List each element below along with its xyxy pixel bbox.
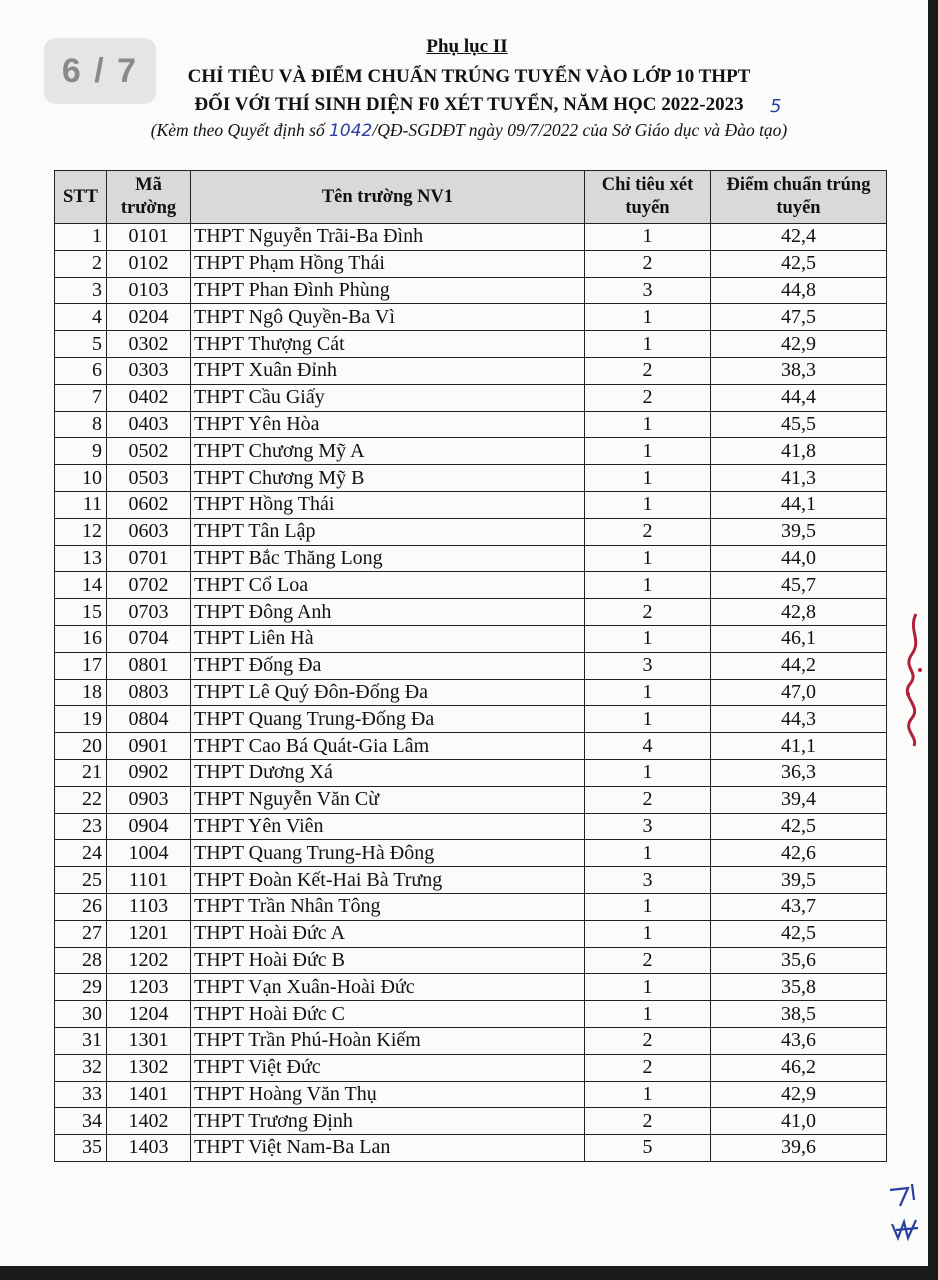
table-row bbox=[55, 679, 887, 706]
table-header-row bbox=[55, 171, 887, 224]
cell-stt: 19 bbox=[55, 706, 107, 733]
cell-quota: 1 bbox=[585, 625, 711, 652]
cell-quota: 5 bbox=[585, 1135, 711, 1162]
cell-school-code: 0703 bbox=[107, 599, 191, 626]
table-row bbox=[55, 277, 887, 304]
cell-school-code: 1204 bbox=[107, 1001, 191, 1028]
cell-quota: 1 bbox=[585, 465, 711, 492]
column-header-school-code: Mã trường bbox=[107, 171, 191, 224]
cell-cutoff-score: 35,8 bbox=[711, 974, 887, 1001]
cell-school-name: THPT Cao Bá Quát-Gia Lâm bbox=[191, 733, 585, 760]
table-row bbox=[55, 840, 887, 867]
cell-cutoff-score: 38,5 bbox=[711, 1001, 887, 1028]
cell-stt: 9 bbox=[55, 438, 107, 465]
cell-quota: 1 bbox=[585, 224, 711, 251]
table-row bbox=[55, 947, 887, 974]
cell-cutoff-score: 44,2 bbox=[711, 652, 887, 679]
table-row bbox=[55, 1001, 887, 1028]
cell-cutoff-score: 41,8 bbox=[711, 438, 887, 465]
table-row bbox=[55, 625, 887, 652]
cell-school-code: 0701 bbox=[107, 545, 191, 572]
cell-cutoff-score: 44,8 bbox=[711, 277, 887, 304]
cell-quota: 1 bbox=[585, 679, 711, 706]
margin-signature-mark bbox=[902, 610, 928, 750]
cell-school-code: 1103 bbox=[107, 893, 191, 920]
cell-school-name: THPT Chương Mỹ A bbox=[191, 438, 585, 465]
cell-stt: 34 bbox=[55, 1108, 107, 1135]
cell-stt: 16 bbox=[55, 625, 107, 652]
cell-school-name: THPT Trần Nhân Tông bbox=[191, 893, 585, 920]
cell-stt: 22 bbox=[55, 786, 107, 813]
cell-school-name: THPT Quang Trung-Hà Đông bbox=[191, 840, 585, 867]
cell-quota: 4 bbox=[585, 733, 711, 760]
cell-school-code: 1402 bbox=[107, 1108, 191, 1135]
cell-stt: 30 bbox=[55, 1001, 107, 1028]
cell-stt: 21 bbox=[55, 759, 107, 786]
table-row bbox=[55, 706, 887, 733]
table-row bbox=[55, 786, 887, 813]
cell-stt: 4 bbox=[55, 304, 107, 331]
table-row bbox=[55, 652, 887, 679]
cell-quota: 2 bbox=[585, 1027, 711, 1054]
table-row bbox=[55, 1108, 887, 1135]
table-body bbox=[55, 224, 887, 1162]
cell-school-code: 0904 bbox=[107, 813, 191, 840]
cell-school-name: THPT Trần Phú-Hoàn Kiếm bbox=[191, 1027, 585, 1054]
cell-stt: 7 bbox=[55, 384, 107, 411]
cell-stt: 35 bbox=[55, 1135, 107, 1162]
cell-school-code: 0102 bbox=[107, 250, 191, 277]
appendix-label: Phụ lục II bbox=[426, 36, 508, 57]
cell-stt: 26 bbox=[55, 893, 107, 920]
cell-school-name: THPT Cầu Giấy bbox=[191, 384, 585, 411]
cell-stt: 14 bbox=[55, 572, 107, 599]
cell-cutoff-score: 41,0 bbox=[711, 1108, 887, 1135]
cell-quota: 2 bbox=[585, 786, 711, 813]
title-line-1: CHỈ TIÊU VÀ ĐIỂM CHUẨN TRÚNG TUYỂN VÀO LỚP 10 THPT bbox=[187, 66, 751, 87]
cell-school-name: THPT Dương Xá bbox=[191, 759, 585, 786]
cell-cutoff-score: 41,1 bbox=[711, 733, 887, 760]
cell-school-name: THPT Đống Đa bbox=[191, 652, 585, 679]
cell-stt: 10 bbox=[55, 465, 107, 492]
cell-quota: 2 bbox=[585, 1108, 711, 1135]
cell-school-code: 1004 bbox=[107, 840, 191, 867]
cell-stt: 32 bbox=[55, 1054, 107, 1081]
table-row bbox=[55, 1054, 887, 1081]
cell-stt: 25 bbox=[55, 867, 107, 894]
cell-stt: 18 bbox=[55, 679, 107, 706]
cell-school-name: THPT Phạm Hồng Thái bbox=[191, 250, 585, 277]
cell-school-code: 0801 bbox=[107, 652, 191, 679]
cell-school-code: 0303 bbox=[107, 357, 191, 384]
cell-cutoff-score: 39,6 bbox=[711, 1135, 887, 1162]
bottom-signature-mark bbox=[886, 1180, 926, 1250]
cell-school-code: 0502 bbox=[107, 438, 191, 465]
cell-cutoff-score: 44,1 bbox=[711, 491, 887, 518]
cell-quota: 1 bbox=[585, 411, 711, 438]
cell-quota: 1 bbox=[585, 1081, 711, 1108]
table-row bbox=[55, 411, 887, 438]
column-header-stt: STT bbox=[55, 171, 107, 224]
cell-quota: 2 bbox=[585, 384, 711, 411]
cell-quota: 1 bbox=[585, 759, 711, 786]
cell-cutoff-score: 46,2 bbox=[711, 1054, 887, 1081]
cell-quota: 2 bbox=[585, 947, 711, 974]
table-row bbox=[55, 224, 887, 251]
decision-subtitle bbox=[0, 120, 938, 141]
cell-school-name: THPT Vạn Xuân-Hoài Đức bbox=[191, 974, 585, 1001]
cell-cutoff-score: 44,4 bbox=[711, 384, 887, 411]
cell-cutoff-score: 42,5 bbox=[711, 813, 887, 840]
cell-stt: 8 bbox=[55, 411, 107, 438]
cell-school-code: 1302 bbox=[107, 1054, 191, 1081]
table-row bbox=[55, 974, 887, 1001]
page-counter-badge: 6 / 7 bbox=[44, 38, 156, 104]
cell-stt: 31 bbox=[55, 1027, 107, 1054]
table-row bbox=[55, 867, 887, 894]
cell-school-code: 0103 bbox=[107, 277, 191, 304]
cell-school-code: 1301 bbox=[107, 1027, 191, 1054]
cell-school-code: 0302 bbox=[107, 331, 191, 358]
cell-cutoff-score: 42,5 bbox=[711, 250, 887, 277]
cell-school-name: THPT Nguyễn Trãi-Ba Đình bbox=[191, 224, 585, 251]
cell-cutoff-score: 44,3 bbox=[711, 706, 887, 733]
cell-stt: 3 bbox=[55, 277, 107, 304]
table-row bbox=[55, 491, 887, 518]
cell-cutoff-score: 45,7 bbox=[711, 572, 887, 599]
cell-stt: 24 bbox=[55, 840, 107, 867]
table-row bbox=[55, 572, 887, 599]
cell-school-code: 0204 bbox=[107, 304, 191, 331]
cell-quota: 3 bbox=[585, 277, 711, 304]
handwritten-mark: 5 bbox=[770, 96, 782, 117]
table-row bbox=[55, 331, 887, 358]
table-row bbox=[55, 357, 887, 384]
cell-school-name: THPT Thượng Cát bbox=[191, 331, 585, 358]
cell-cutoff-score: 42,9 bbox=[711, 331, 887, 358]
table-row bbox=[55, 813, 887, 840]
cell-school-name: THPT Hoài Đức B bbox=[191, 947, 585, 974]
table-row bbox=[55, 1081, 887, 1108]
cell-school-name: THPT Liên Hà bbox=[191, 625, 585, 652]
cell-cutoff-score: 44,0 bbox=[711, 545, 887, 572]
cell-quota: 1 bbox=[585, 974, 711, 1001]
cell-school-name: THPT Đoàn Kết-Hai Bà Trưng bbox=[191, 867, 585, 894]
cell-quota: 1 bbox=[585, 491, 711, 518]
cell-school-name: THPT Xuân Đỉnh bbox=[191, 357, 585, 384]
table-row bbox=[55, 1027, 887, 1054]
cell-school-name: THPT Đông Anh bbox=[191, 599, 585, 626]
table-row bbox=[55, 893, 887, 920]
cell-school-name: THPT Ngô Quyền-Ba Vì bbox=[191, 304, 585, 331]
cell-cutoff-score: 42,6 bbox=[711, 840, 887, 867]
cell-school-code: 0101 bbox=[107, 224, 191, 251]
cell-quota: 1 bbox=[585, 706, 711, 733]
cell-stt: 1 bbox=[55, 224, 107, 251]
cell-school-code: 0702 bbox=[107, 572, 191, 599]
cell-stt: 15 bbox=[55, 599, 107, 626]
cell-quota: 1 bbox=[585, 893, 711, 920]
cell-cutoff-score: 47,0 bbox=[711, 679, 887, 706]
cell-quota: 3 bbox=[585, 652, 711, 679]
cell-school-name: THPT Lê Quý Đôn-Đống Đa bbox=[191, 679, 585, 706]
table-row bbox=[55, 250, 887, 277]
cell-stt: 28 bbox=[55, 947, 107, 974]
cell-quota: 3 bbox=[585, 813, 711, 840]
cell-cutoff-score: 41,3 bbox=[711, 465, 887, 492]
cell-cutoff-score: 42,8 bbox=[711, 599, 887, 626]
cell-school-code: 0503 bbox=[107, 465, 191, 492]
subtitle-suffix: /QĐ-SGDĐT ngày 09/7/2022 của Sở Giáo dục và Đào tạo) bbox=[372, 120, 788, 140]
cell-cutoff-score: 43,7 bbox=[711, 893, 887, 920]
cell-quota: 1 bbox=[585, 438, 711, 465]
table-row bbox=[55, 733, 887, 760]
cell-school-code: 0603 bbox=[107, 518, 191, 545]
cell-stt: 2 bbox=[55, 250, 107, 277]
cell-school-name: THPT Nguyễn Văn Cừ bbox=[191, 786, 585, 813]
cell-school-name: THPT Hoài Đức A bbox=[191, 920, 585, 947]
cell-school-name: THPT Hoàng Văn Thụ bbox=[191, 1081, 585, 1108]
table-row bbox=[55, 599, 887, 626]
column-header-cutoff-score: Điểm chuẩn trúng tuyển bbox=[711, 171, 887, 224]
cell-school-code: 1401 bbox=[107, 1081, 191, 1108]
cell-cutoff-score: 39,4 bbox=[711, 786, 887, 813]
column-header-school-name: Tên trường NV1 bbox=[191, 171, 585, 224]
cell-cutoff-score: 38,3 bbox=[711, 357, 887, 384]
decision-number-handwritten: 1042 bbox=[329, 121, 373, 141]
table-row bbox=[55, 438, 887, 465]
cell-school-code: 0403 bbox=[107, 411, 191, 438]
table-row bbox=[55, 545, 887, 572]
cell-school-code: 1101 bbox=[107, 867, 191, 894]
cell-school-name: THPT Yên Viên bbox=[191, 813, 585, 840]
table-row bbox=[55, 759, 887, 786]
cell-quota: 1 bbox=[585, 920, 711, 947]
cell-quota: 2 bbox=[585, 518, 711, 545]
cell-school-code: 0901 bbox=[107, 733, 191, 760]
cell-cutoff-score: 46,1 bbox=[711, 625, 887, 652]
cell-quota: 2 bbox=[585, 357, 711, 384]
cell-quota: 1 bbox=[585, 840, 711, 867]
cell-cutoff-score: 42,4 bbox=[711, 224, 887, 251]
cell-school-name: THPT Bắc Thăng Long bbox=[191, 545, 585, 572]
title-line-2: ĐỐI VỚI THÍ SINH DIỆN F0 XÉT TUYỂN, NĂM HỌC 2022-2023 bbox=[194, 94, 744, 115]
cell-stt: 13 bbox=[55, 545, 107, 572]
cell-quota: 1 bbox=[585, 572, 711, 599]
cell-cutoff-score: 36,3 bbox=[711, 759, 887, 786]
cell-cutoff-score: 42,9 bbox=[711, 1081, 887, 1108]
cell-school-code: 0804 bbox=[107, 706, 191, 733]
table-row bbox=[55, 384, 887, 411]
cell-stt: 20 bbox=[55, 733, 107, 760]
cell-quota: 3 bbox=[585, 867, 711, 894]
cell-school-name: THPT Chương Mỹ B bbox=[191, 465, 585, 492]
cell-quota: 1 bbox=[585, 545, 711, 572]
cell-school-name: THPT Quang Trung-Đống Đa bbox=[191, 706, 585, 733]
cell-stt: 12 bbox=[55, 518, 107, 545]
cell-stt: 5 bbox=[55, 331, 107, 358]
table-row bbox=[55, 1135, 887, 1162]
cell-stt: 29 bbox=[55, 974, 107, 1001]
cell-school-code: 0902 bbox=[107, 759, 191, 786]
cell-cutoff-score: 35,6 bbox=[711, 947, 887, 974]
cell-school-name: THPT Cổ Loa bbox=[191, 572, 585, 599]
cell-school-code: 0402 bbox=[107, 384, 191, 411]
cell-stt: 23 bbox=[55, 813, 107, 840]
cell-school-name: THPT Phan Đình Phùng bbox=[191, 277, 585, 304]
subtitle-prefix: (Kèm theo Quyết định số bbox=[150, 120, 330, 140]
cell-school-name: THPT Hồng Thái bbox=[191, 491, 585, 518]
table-row bbox=[55, 465, 887, 492]
cell-stt: 6 bbox=[55, 357, 107, 384]
column-header-quota: Chỉ tiêu xét tuyển bbox=[585, 171, 711, 224]
cell-stt: 33 bbox=[55, 1081, 107, 1108]
cell-quota: 1 bbox=[585, 331, 711, 358]
cell-school-code: 1203 bbox=[107, 974, 191, 1001]
admission-score-table bbox=[54, 170, 887, 1162]
cell-cutoff-score: 43,6 bbox=[711, 1027, 887, 1054]
cell-cutoff-score: 39,5 bbox=[711, 518, 887, 545]
cell-school-name: THPT Việt Nam-Ba Lan bbox=[191, 1135, 585, 1162]
table-row bbox=[55, 304, 887, 331]
cell-quota: 2 bbox=[585, 250, 711, 277]
cell-school-name: THPT Trương Định bbox=[191, 1108, 585, 1135]
cell-stt: 11 bbox=[55, 491, 107, 518]
cell-quota: 1 bbox=[585, 304, 711, 331]
cell-school-name: THPT Tân Lập bbox=[191, 518, 585, 545]
cell-school-code: 1201 bbox=[107, 920, 191, 947]
cell-cutoff-score: 42,5 bbox=[711, 920, 887, 947]
cell-stt: 27 bbox=[55, 920, 107, 947]
cell-quota: 2 bbox=[585, 599, 711, 626]
cell-cutoff-score: 39,5 bbox=[711, 867, 887, 894]
cell-quota: 2 bbox=[585, 1054, 711, 1081]
cell-cutoff-score: 45,5 bbox=[711, 411, 887, 438]
table-row bbox=[55, 518, 887, 545]
cell-school-code: 1202 bbox=[107, 947, 191, 974]
cell-school-code: 0803 bbox=[107, 679, 191, 706]
cell-school-code: 1403 bbox=[107, 1135, 191, 1162]
cell-school-code: 0903 bbox=[107, 786, 191, 813]
cell-school-name: THPT Yên Hòa bbox=[191, 411, 585, 438]
cell-quota: 1 bbox=[585, 1001, 711, 1028]
table-row bbox=[55, 920, 887, 947]
cell-cutoff-score: 47,5 bbox=[711, 304, 887, 331]
cell-school-code: 0704 bbox=[107, 625, 191, 652]
cell-stt: 17 bbox=[55, 652, 107, 679]
cell-school-code: 0602 bbox=[107, 491, 191, 518]
cell-school-name: THPT Hoài Đức C bbox=[191, 1001, 585, 1028]
cell-school-name: THPT Việt Đức bbox=[191, 1054, 585, 1081]
